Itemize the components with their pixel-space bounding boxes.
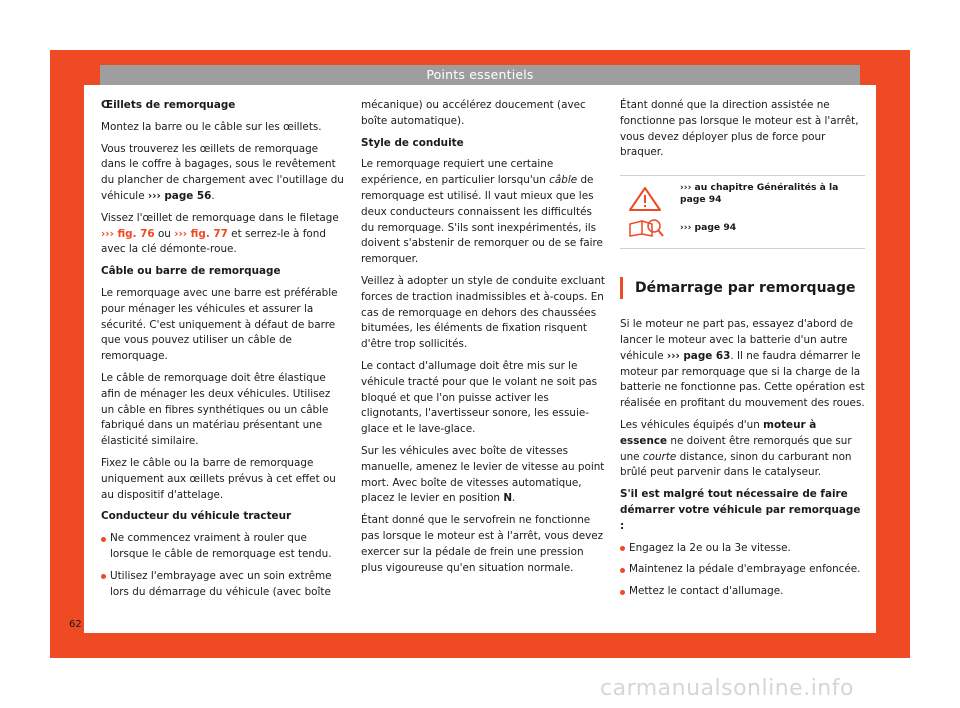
warning-reference-link[interactable]: ››› au chapitre Généralités à la page 94 xyxy=(680,182,839,206)
heading-towing-eyes: Œillets de remorquage xyxy=(101,99,236,111)
paragraph: Le remorquage avec une barre est préférable pour ménager les véhicules et assurer la sécurité. C'est uniquement à défaut de barre que vous pouvez utiliser un câble de remorquage. xyxy=(101,286,338,363)
paragraph: Le contact d'allumage doit être mis sur le véhicule tracté pour que le volant ne soit pas bloqué et que l'on puisse activer les clignotants, l'avertisseur sonore, les essuie-glace et le lave-glace. xyxy=(361,359,598,436)
figure-reference-link[interactable]: ››› fig. 77 xyxy=(174,227,228,240)
warning-triangle-icon xyxy=(628,186,662,212)
bullet-item: Maintenez la pédale d'embrayage enfoncée. xyxy=(620,562,865,578)
page-reference-link[interactable]: ››› page 63 xyxy=(666,349,731,362)
heading-cable-or-bar: Câble ou barre de remorquage xyxy=(101,265,281,278)
paragraph: Montez la barre ou le câble sur les œillets. xyxy=(101,120,322,133)
paragraph: Veillez à adopter un style de conduite excluant forces de traction inadmissibles et à-coups. En cas de remorquage en dehors des chaussées bitumées, les éléments de fixation risquent d'être trop sollicités. xyxy=(361,274,605,351)
page-number: 62 xyxy=(69,619,82,630)
manual-book-icon xyxy=(626,216,666,242)
column-2 xyxy=(361,98,606,582)
column-3 xyxy=(620,98,865,606)
bullet-item: Ne commencez vraiment à rouler que lorsque le câble de remorquage est tendu. xyxy=(101,531,346,563)
column-1 xyxy=(101,98,346,606)
paragraph: Si le moteur ne part pas, essayez d'abord de lancer le moteur avec la batterie d'un autre véhicule ››› page 63. Il ne faudra démarrer le moteur par remorquage que si la charge de la batterie ne fonctionne pas. Cette opération est réalisée en profitant du mouvement des roues. xyxy=(620,318,865,410)
heading-driving-style: Style de conduite xyxy=(361,136,464,149)
paragraph: Vous trouverez les œillets de remorquage dans le coffre à bagages, sous le revêtement du plancher de chargement avec l'outillage du véhicule ››› page 56. xyxy=(101,142,344,202)
paragraph: Le câble de remorquage doit être élastique afin de ménager les deux véhicules. Utilisez un câble en fibres synthétiques ou un câble fabriqué dans un matériau présentant une élasticité similaire. xyxy=(101,371,331,448)
heading-push-start: S'il est malgré tout nécessaire de faire démarrer votre véhicule par remorquage : xyxy=(620,488,861,532)
page-reference-link[interactable]: ››› page 94 xyxy=(680,222,737,234)
bullet-item: Utilisez l'embrayage avec un soin extrême lors du démarrage du véhicule (avec boîte xyxy=(101,569,346,601)
watermark: carmanualsonline.info xyxy=(600,676,854,701)
paragraph: Étant donné que le servofrein ne fonctionne pas lorsque le moteur est à l'arrêt, vous devez exercer sur la pédale de frein une pression plus vigoureuse qu'en situation normale. xyxy=(361,514,604,574)
paragraph: Sur les véhicules avec boîte de vitesses manuelle, amenez le levier de vitesse au point mort. Avec boîte de vitesses automatique, placez le levier en position N. xyxy=(361,444,605,505)
paragraph: Vissez l'œillet de remorquage dans le filetage ››› fig. 76 ou ››› fig. 77 et serrez-le à fond avec la clé démonte-roue. xyxy=(101,211,339,256)
heading-towing-driver: Conducteur du véhicule tracteur xyxy=(101,510,292,523)
paragraph: Le remorquage requiert une certaine expérience, en particulier lorsqu'un câble de remorquage est utilisé. Il vaut mieux que les deux conducteurs connaissent les difficultés du remorquage. S'ils sont inexpérimentés, ils doivent s'abstenir de remorquer ou de se faire remorquer. xyxy=(361,158,603,266)
bullet-item: Engagez la 2e ou la 3e vitesse. xyxy=(620,541,865,557)
section-title: Démarrage par remorquage xyxy=(620,277,865,299)
bullet-item: Mettez le contact d'allumage. xyxy=(620,584,865,600)
paragraph: Étant donné que la direction assistée ne fonctionne pas lorsque le moteur est à l'arrêt, vous devez déployer plus de force pour braquer. xyxy=(620,99,859,159)
page-reference-link[interactable]: ››› page 56 xyxy=(147,189,212,202)
warning-box xyxy=(620,175,865,249)
figure-reference-link[interactable]: ››› fig. 76 xyxy=(101,227,155,240)
paragraph: mécanique) ou accélérez doucement (avec boîte automatique). xyxy=(361,99,586,127)
paragraph: Les véhicules équipés d'un moteur à essence ne doivent être remorqués que sur une courte distance, sinon du carburant non brûlé peut parvenir dans le catalyseur. xyxy=(620,418,852,479)
page-header: Points essentiels xyxy=(100,65,860,85)
paragraph: Fixez le câble ou la barre de remorquage uniquement aux œillets prévus à cet effet ou au dispositif d'attelage. xyxy=(101,456,336,501)
